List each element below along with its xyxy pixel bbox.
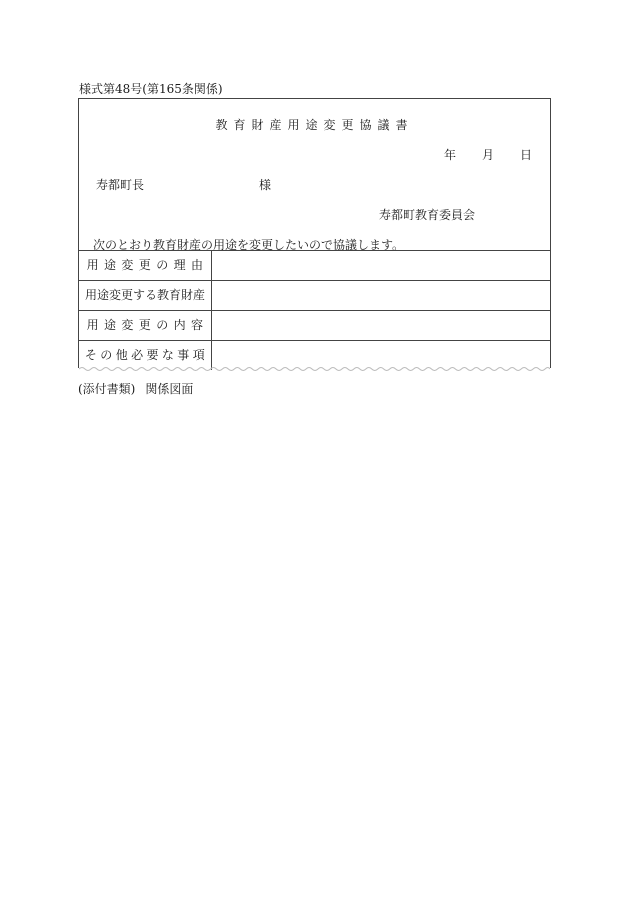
- year-label: 年: [443, 148, 456, 162]
- document-title: 教育財産用途変更協議書: [215, 118, 414, 132]
- form-number: 様式第48号(第165条関係): [79, 82, 223, 96]
- attachments-label: (添付書類): [78, 382, 136, 396]
- row-value-property[interactable]: [212, 281, 550, 310]
- attachments: [78, 380, 193, 397]
- row-label-property: 用途変更する教育財産: [79, 281, 212, 310]
- intro-text: 次のとおり教育財産の用途を変更したいので協議します。: [93, 238, 405, 252]
- row-value-reason[interactable]: [212, 251, 550, 280]
- row-label-reason: 用途変更の理由: [79, 251, 212, 280]
- sender: 寿都町教育委員会: [378, 208, 475, 222]
- form-frame: [78, 98, 551, 368]
- row-label-content: 用途変更の内容: [79, 311, 212, 340]
- table-row: [79, 310, 550, 340]
- form-table: [79, 250, 550, 370]
- table-row: [79, 280, 550, 310]
- month-label: 月: [481, 148, 494, 162]
- attachments-value: 関係図面: [145, 382, 194, 396]
- date-line: [444, 146, 532, 163]
- table-row: [79, 250, 550, 280]
- honorific: 様: [259, 178, 272, 192]
- addressee: 寿都町長: [96, 178, 145, 192]
- torn-edge-divider: [79, 366, 550, 372]
- row-label-other: その他必要な事項: [79, 341, 212, 370]
- row-value-content[interactable]: [212, 311, 550, 340]
- day-label: 日: [519, 148, 532, 162]
